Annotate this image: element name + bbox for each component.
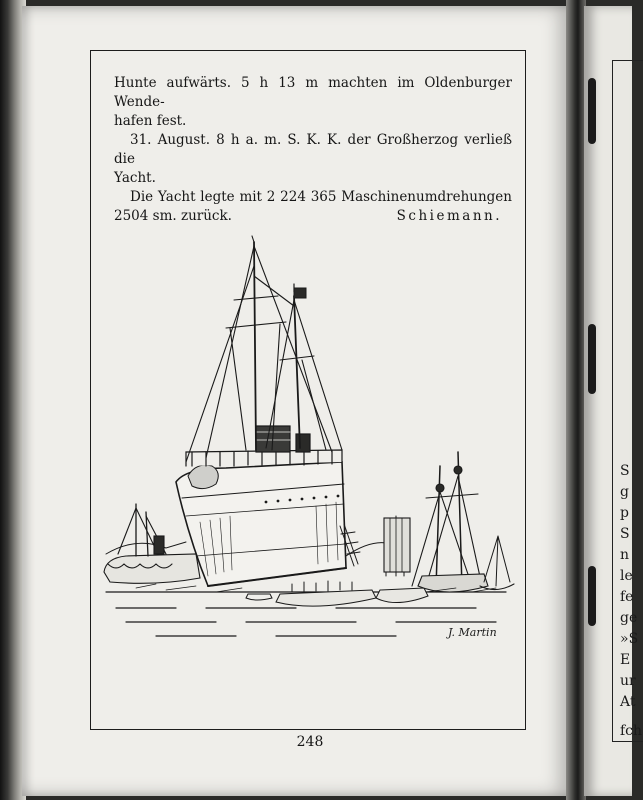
body-text [114, 74, 512, 226]
flag [294, 284, 306, 298]
facing-page-text: At [620, 694, 636, 710]
text-line: 2504 sm. zurück. [114, 208, 232, 224]
facing-page-text: S [620, 463, 630, 479]
shoreline [106, 542, 186, 554]
text-line: Yacht. [114, 170, 156, 186]
facing-page-text: g [620, 484, 629, 500]
binding-mark [588, 324, 596, 394]
steamship-hull [176, 462, 346, 586]
facing-page-text: n [620, 547, 630, 563]
text-line: 31. August. 8 h a. m. S. K. K. der Großherzog verließ die [114, 132, 512, 167]
right-sailing-ships [384, 452, 514, 592]
artist-signature: J. Martin [448, 626, 497, 639]
binding-mark [588, 566, 596, 626]
text-line: Hunte aufwärts. 5 h 13 m machten im Oldenburger Wende- [114, 75, 512, 110]
ship-illustration [96, 236, 522, 656]
page-number: 248 [296, 734, 324, 750]
facing-page-text: S [620, 526, 630, 542]
rowing-boats [246, 581, 428, 606]
facing-page-text: le [620, 568, 633, 584]
facing-page-text: »S [620, 631, 639, 647]
signature-line [114, 207, 512, 226]
book-gutter [566, 0, 586, 800]
facing-page-text: E [620, 652, 631, 668]
author-signature: Schiemann. [396, 208, 502, 224]
superstructure [186, 426, 342, 466]
facing-page-text: p [620, 505, 629, 521]
binding-mark [588, 78, 596, 144]
text-line: hafen fest. [114, 113, 187, 129]
text-line: Die Yacht legte mit 2 224 365 Maschinenumdrehungen [130, 189, 512, 205]
facing-page-text: fe [620, 589, 634, 605]
facing-page-text: fch [620, 723, 643, 739]
facing-page-text: ur [620, 673, 636, 689]
facing-page-text: ge [620, 610, 638, 626]
facing-page [584, 6, 643, 796]
